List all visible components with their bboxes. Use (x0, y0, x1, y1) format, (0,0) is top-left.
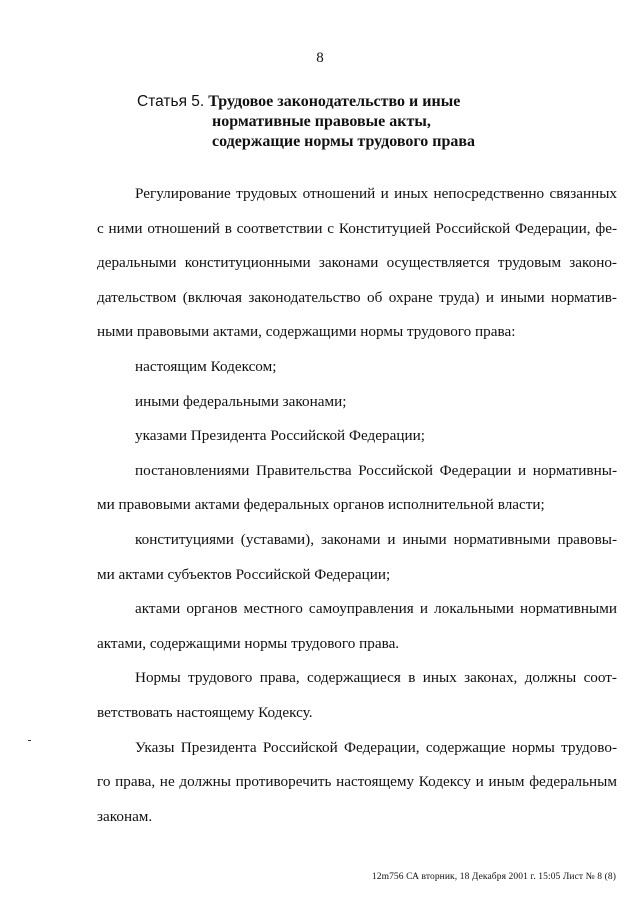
article-title-line-1: Трудовое законодательство и иные (208, 93, 461, 110)
article-number: Статья 5. (137, 93, 205, 110)
article-body (97, 184, 617, 841)
list-item-continued: ми правовыми актами федеральных органов исполнительной власти; (97, 496, 545, 514)
body-line: дательством (включая законодательство об охране труда) и иными норматив- (97, 288, 617, 306)
list-item-continued: ми актами субъектов Российской Федерации; (97, 565, 391, 583)
article-title-line-3: содержащие нормы трудового права (212, 133, 476, 150)
article-title-line-2: нормативные правовые акты, (212, 113, 431, 130)
body-line: го права, не должны противоречить настоящему Кодексу и иным федеральным (97, 773, 617, 791)
list-item-continued: актами, содержащими нормы трудового права. (97, 634, 400, 652)
footer-stamp: 12m756 СА вторник, 18 Декабря 2001 г. 15:05 Лист № 8 (8) (371, 872, 616, 882)
page-number: 8 (316, 50, 324, 66)
article-heading (137, 92, 617, 152)
list-item: конституциями (уставами), законами и иными нормативными правовы- (135, 530, 617, 548)
body-line: законам. (97, 807, 153, 825)
body-line: ными правовыми актами, содержащими нормы трудового права: (97, 323, 516, 341)
body-line: ветствовать настоящему Кодексу. (97, 703, 313, 721)
list-item: постановлениями Правительства Российской Федерации и нормативны- (135, 461, 617, 479)
body-line: с ними отношений в соответствии с Конституцией Российской Федерации, фе- (97, 219, 617, 237)
body-line: Указы Президента Российской Федерации, содержащие нормы трудово- (135, 738, 617, 756)
body-line: Нормы трудового права, содержащиеся в иных законах, должны соот- (135, 669, 617, 687)
margin-mark (28, 740, 31, 741)
body-line: деральными конституционными законами осуществляется трудовым законо- (97, 254, 617, 272)
body-line: Регулирование трудовых отношений и иных непосредственно связанных (135, 185, 617, 202)
list-item: настоящим Кодексом; (135, 357, 277, 375)
list-item: актами органов местного самоуправления и локальными нормативными (135, 600, 617, 618)
list-item: иными федеральными законами; (135, 392, 347, 410)
list-item: указами Президента Российской Федерации; (135, 427, 425, 445)
